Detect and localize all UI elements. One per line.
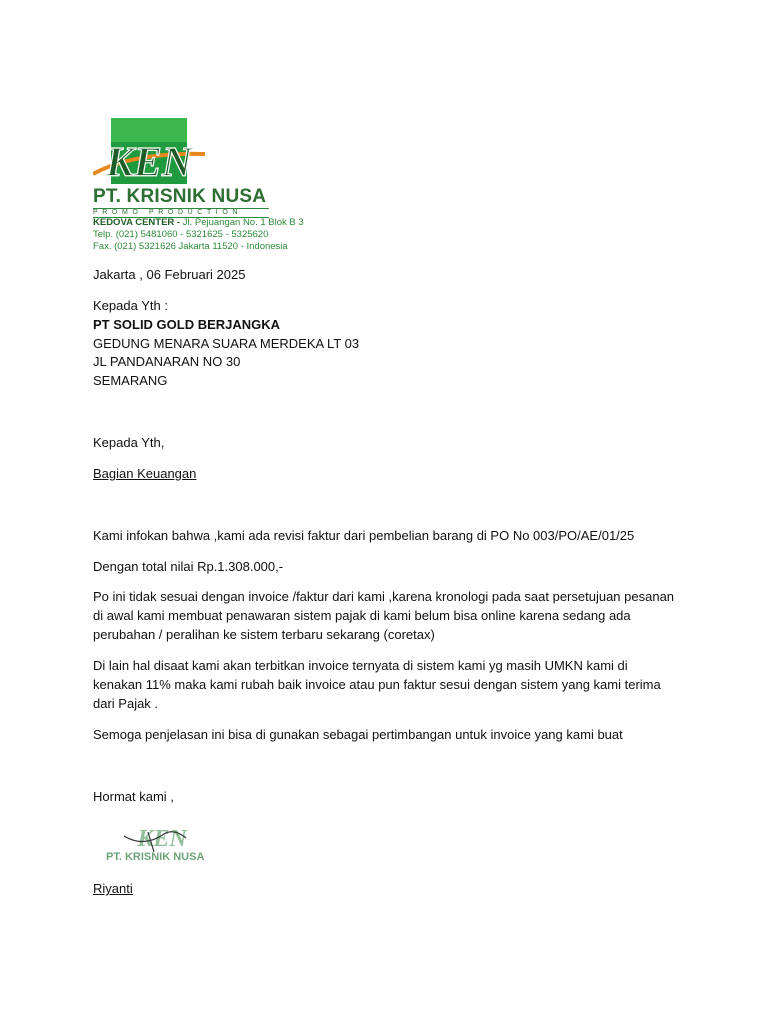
company-tagline: PROMO PRODUCTION [93, 208, 269, 218]
company-address [93, 217, 304, 228]
stamp-company-text: PT. KRISNIK NUSA [106, 851, 205, 863]
address-building: KEDOVA CENTER - [93, 217, 181, 228]
recipient-salutation: Kepada Yth : [93, 298, 168, 313]
recipient-city: SEMARANG [93, 373, 168, 388]
closing: Hormat kami , [93, 789, 174, 804]
address-street: Jl. Pejuangan No. 1 Blok B 3 [180, 217, 304, 228]
logo-letters: KEN [105, 140, 193, 186]
body-paragraph-1: Kami infokan bahwa ,kami ada revisi faktur dari pembelian barang di PO No 003/PO/AE/01/25 [93, 528, 635, 543]
recipient-company: PT SOLID GOLD BERJANGKA [93, 317, 281, 332]
company-logo-icon [93, 118, 205, 188]
body-paragraph-5: Semoga penjelasan ini bisa di gunakan sebagai pertimbangan untuk invoice yang kami buat [93, 727, 623, 742]
company-fax: Fax. (021) 5321626 Jakarta 11520 - Indonesia [93, 241, 288, 252]
greeting: Kepada Yth, [93, 435, 165, 450]
department: Bagian Keuangan [93, 466, 197, 481]
date-line: Jakarta , 06 Februari 2025 [93, 267, 246, 282]
stamp-letters: KEN [137, 826, 187, 852]
recipient-address-2: JL PANDANARAN NO 30 [93, 354, 241, 369]
company-phone: Telp. (021) 5481060 - 5321625 - 5325620 [93, 229, 269, 240]
signature-stamp-icon [104, 822, 216, 866]
company-name: PT. KRISNIK NUSA [93, 186, 267, 207]
body-paragraph-3: Po ini tidak sesuai dengan invoice /faktur dari kami ,karena kronologi pada saat persetujuan pesanan di awal kami membuat penawaran sistem pajak di kami belum bisa online karena sedang ada perubahan / peralihan ke sistem terbaru sekarang (coretax) [93, 589, 675, 642]
body-paragraph-2: Dengan total nilai Rp.1.308.000,- [93, 559, 284, 574]
body-paragraph-4: Di lain hal disaat kami akan terbitkan invoice ternyata di sistem kami yg masih UMKN kami di kenakan 11% maka kami rubah baik invoice atau pun faktur sesui dengan sistem yang kami terima dari Pajak . [93, 658, 661, 711]
recipient-address-1: GEDUNG MENARA SUARA MERDEKA LT 03 [93, 336, 360, 351]
signatory-name: Riyanti [93, 881, 133, 896]
